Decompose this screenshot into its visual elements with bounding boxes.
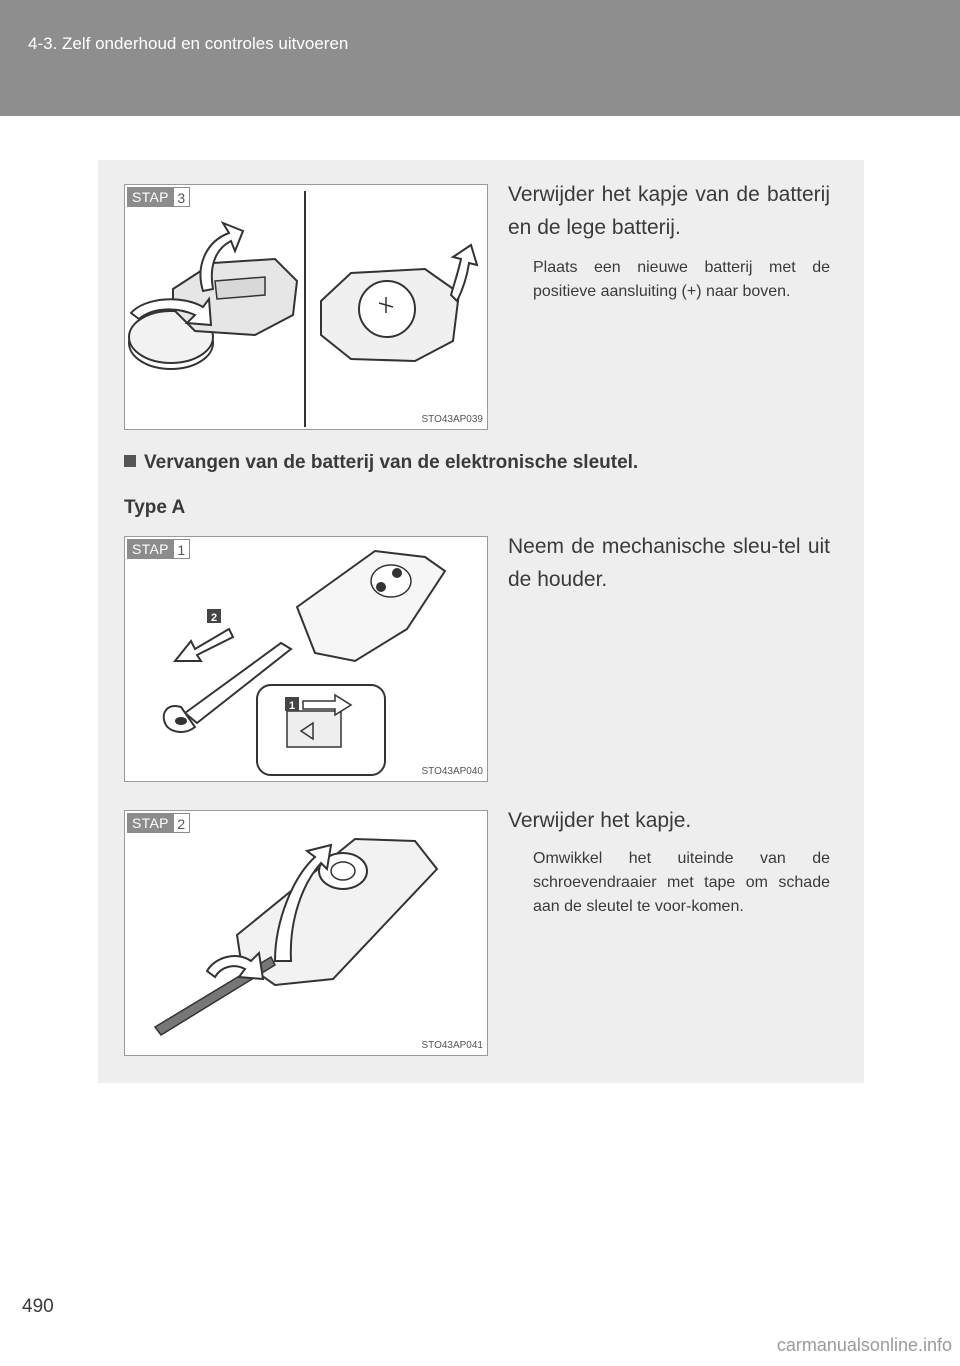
- step-number: 3: [174, 187, 190, 207]
- figure-step-1: [124, 536, 488, 782]
- step-1-instruction: Neem de mechanische sleu-tel uit de houder.: [508, 535, 830, 591]
- callout-2-label: 2: [210, 612, 218, 624]
- section-title: 4-3. Zelf onderhoud en controles uitvoeren: [28, 34, 349, 53]
- step-number: 2: [174, 813, 190, 833]
- step-3-note: Plaats een nieuwe batterij met de positieve aansluiting (+) naar boven.: [533, 259, 830, 300]
- callout-1-label: 1: [288, 700, 296, 712]
- section-heading: [124, 452, 638, 474]
- figure-code: STO43AP040: [421, 766, 483, 777]
- arrow-icon: [207, 953, 263, 979]
- page-number: 490: [22, 1296, 54, 1317]
- page-header: [0, 0, 960, 116]
- step-1-text: [508, 530, 830, 596]
- step-2-note: Omwikkel het uiteinde van de schroevendraaier met tape om schade aan de sleutel te voor-komen.: [533, 850, 830, 915]
- key-fob-icon: [297, 551, 445, 661]
- step-number: 1: [174, 539, 190, 559]
- cap-removal-illustration: [125, 811, 488, 1056]
- arrow-icon: [451, 245, 477, 301]
- watermark: carmanualsonline.info: [776, 1335, 952, 1355]
- figure-code: STO43AP041: [421, 1040, 483, 1051]
- square-bullet-icon: [124, 455, 136, 467]
- step-word: STAP: [127, 813, 174, 833]
- step-3-text: [508, 178, 830, 304]
- arrow-icon: [175, 629, 233, 661]
- battery-removal-illustration: [125, 185, 488, 430]
- step-3-instruction: Verwijder het kapje van de batterij en de lege batterij.: [508, 183, 830, 239]
- step-word: STAP: [127, 539, 174, 559]
- step-badge: [127, 187, 190, 207]
- step-badge: [127, 539, 190, 559]
- figure-step-3: [124, 184, 488, 430]
- step-2-instruction: Verwijder het kapje.: [508, 809, 692, 832]
- figure-code: STO43AP039: [421, 414, 483, 425]
- subheading: Type A: [124, 497, 186, 518]
- section-heading-text: Vervangen van de batterij van de elektronische sleutel.: [144, 452, 639, 473]
- step-word: STAP: [127, 187, 174, 207]
- key-fob-icon: [321, 269, 459, 361]
- key-removal-illustration: [125, 537, 488, 782]
- step-badge: [127, 813, 190, 833]
- step-2-text: [508, 804, 830, 919]
- figure-step-2: [124, 810, 488, 1056]
